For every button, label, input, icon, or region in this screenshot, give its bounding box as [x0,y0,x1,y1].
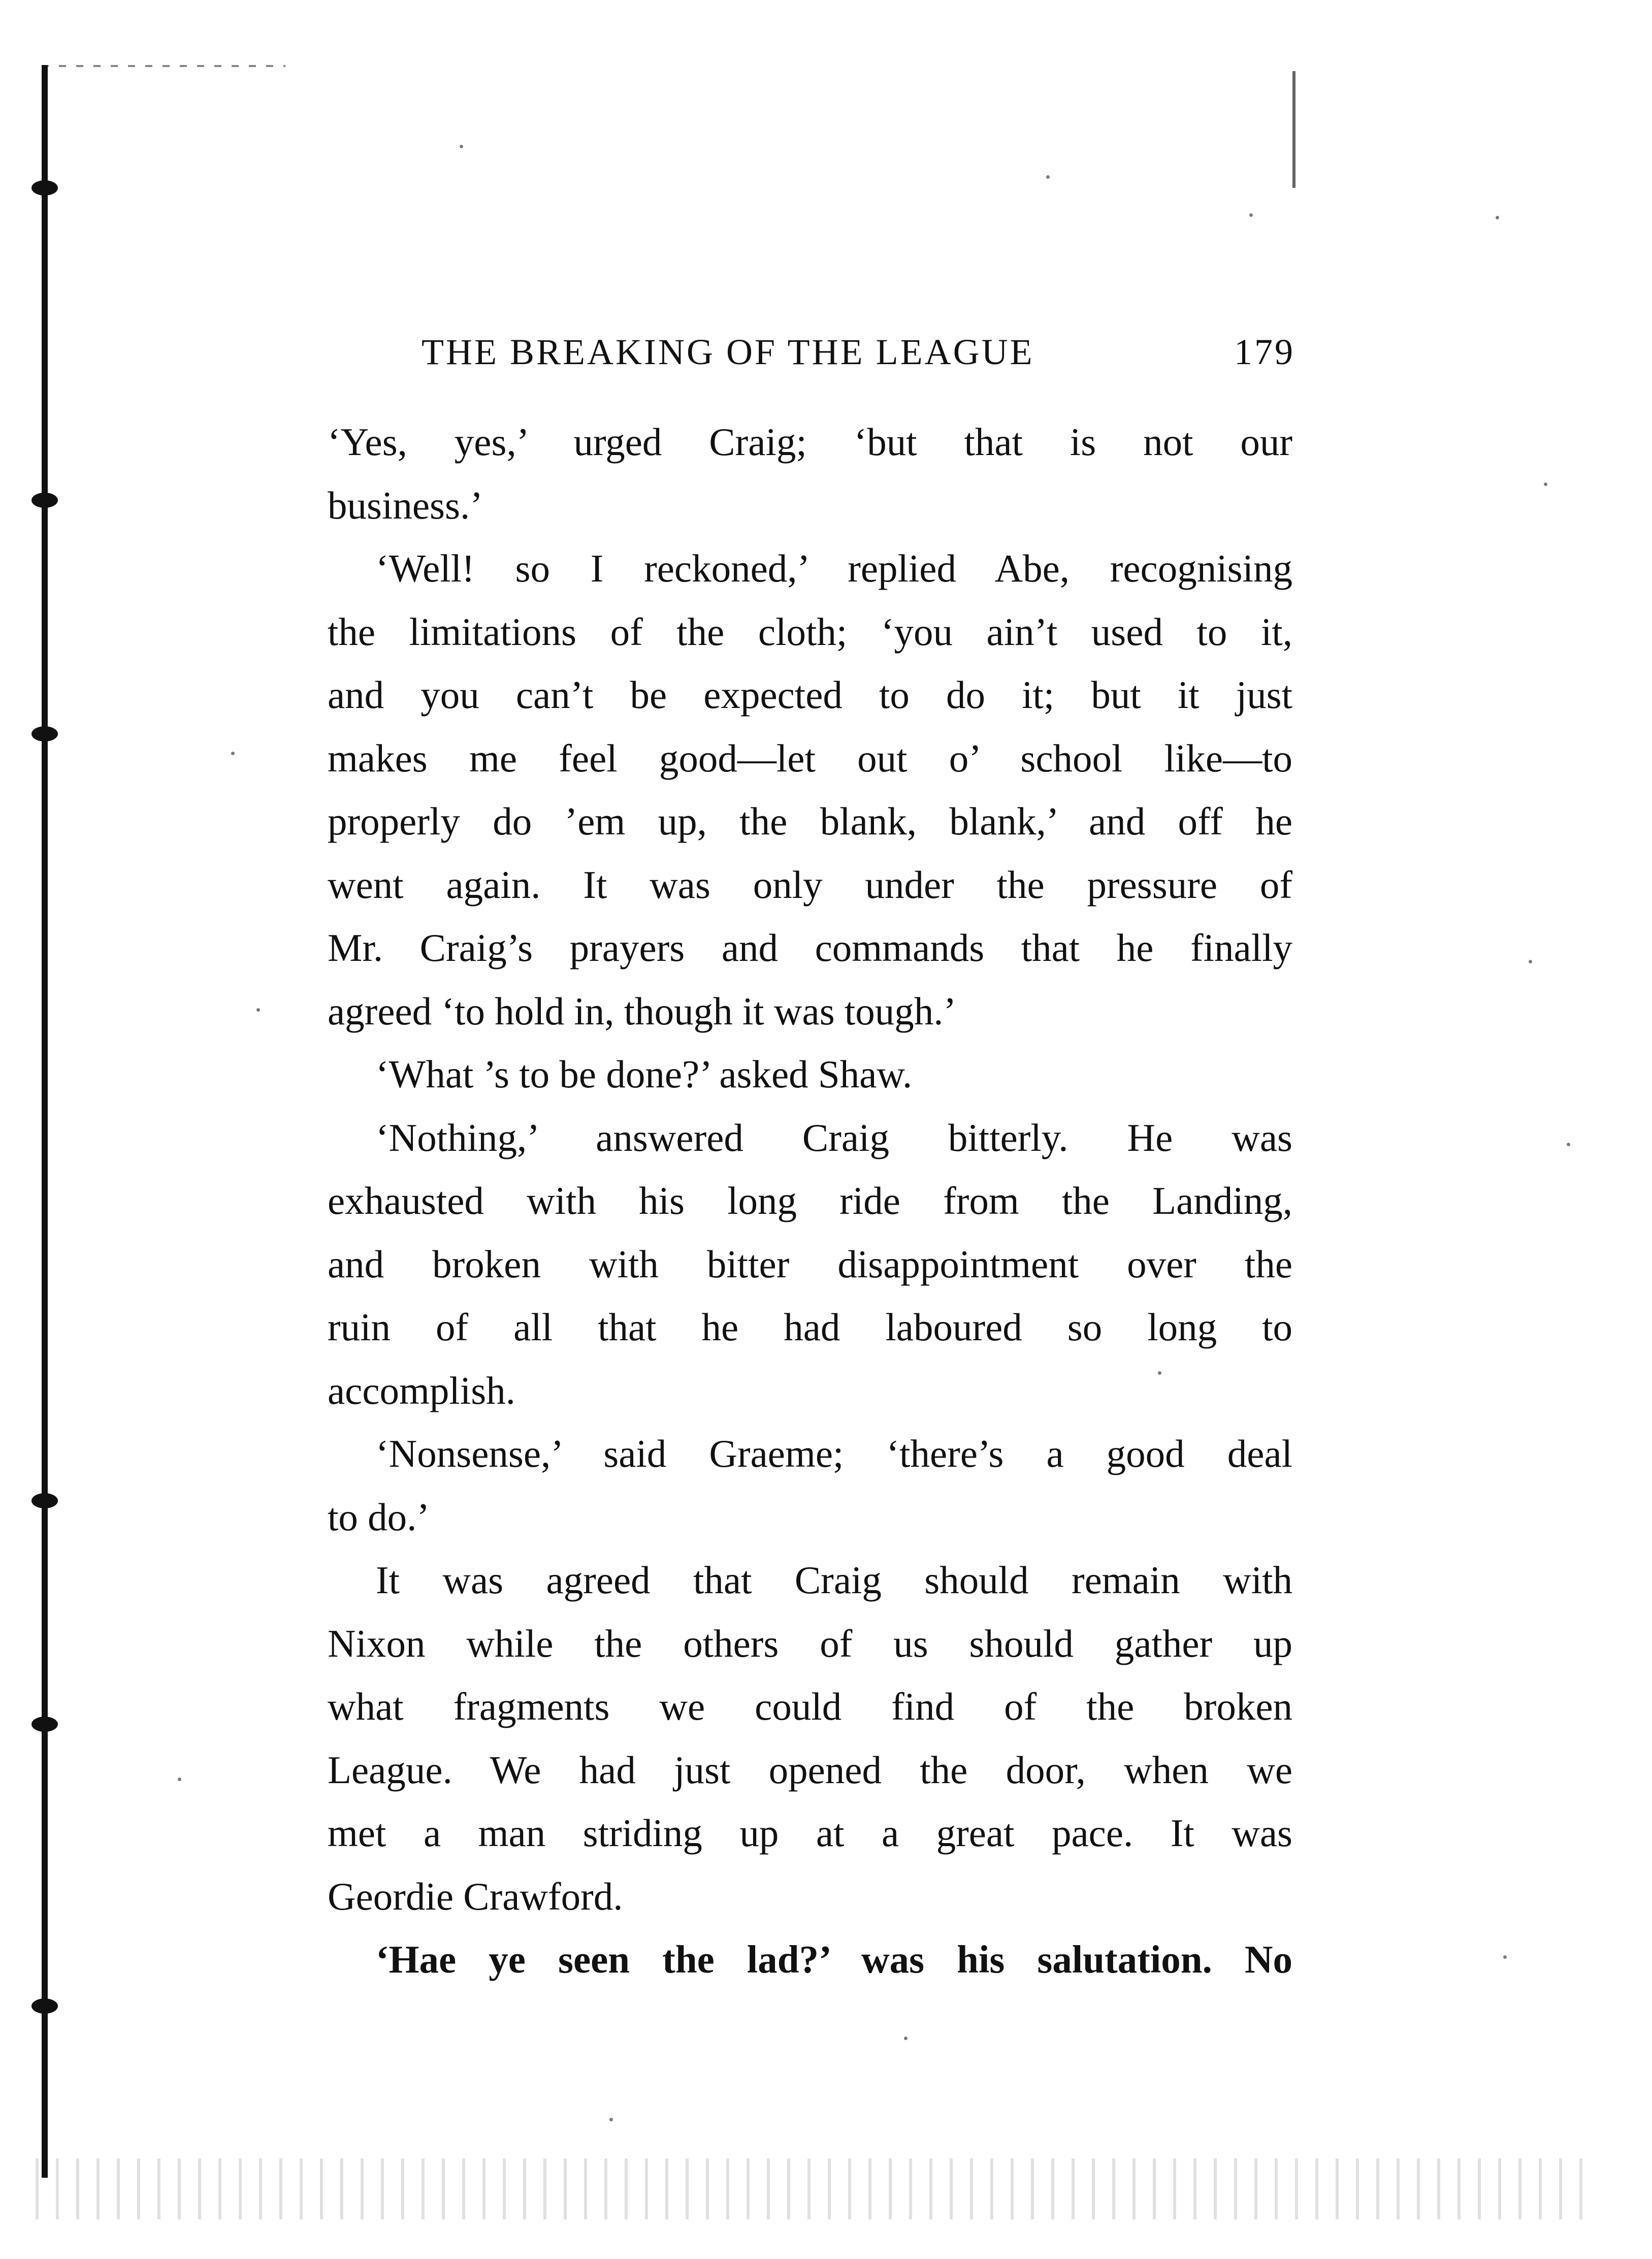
scan-speck [256,1008,260,1012]
text-line: Geordie Crawford. [328,1874,623,1918]
text-line: and you can’t be expected to do it; but it just [328,673,1292,717]
text-line: League. We had just opened the door, when we [328,1748,1292,1792]
text-line: ‘Well! so I reckoned,’ replied Abe, recognising [376,546,1292,590]
page-number: 179 [1234,332,1295,372]
scan-mark [1292,71,1295,188]
text-line: ‘Hae ye seen the lad?’ was his salutation. No [376,1938,1292,1981]
scan-speck [609,2118,613,2121]
text-line: accomplish. [328,1368,515,1412]
scan-edge-top [42,65,285,67]
scan-speck [1046,175,1050,179]
text-line: It was agreed that Craig should remain with [376,1558,1292,1602]
scan-speck [1496,216,1499,219]
scan-speck [1249,213,1253,217]
text-line: met a man striding up at a great pace. It was [328,1811,1292,1855]
binding-spine [42,65,48,2178]
body-text [328,410,1292,1991]
text-line: ‘Yes, yes,’ urged Craig; ‘but that is not our [328,420,1292,464]
text-line: ‘Nonsense,’ said Graeme; ‘there’s a good deal [376,1432,1292,1475]
text-line: makes me feel good—let out o’ school like—to [328,736,1292,780]
scan-speck [904,2037,908,2040]
text-line: exhausted with his long ride from the Landing, [328,1179,1292,1222]
binding-knot [31,493,58,508]
scan-speck [178,1778,181,1781]
text-line: to do.’ [328,1495,430,1539]
scan-speck [1544,482,1547,486]
scan-speck [1529,960,1532,963]
text-line: agreed ‘to hold in, though it was tough.’ [328,989,957,1033]
text-line: ‘What ’s to be done?’ asked Shaw. [376,1052,913,1096]
running-title: THE BREAKING OF THE LEAGUE [422,332,1034,372]
text-line: Mr. Craig’s prayers and commands that he finally [328,926,1292,970]
scan-speck [1567,1143,1570,1146]
text-line: went again. It was only under the pressure of [328,862,1292,907]
binding-knot [31,180,58,196]
scan-edge-bottom [36,2158,1584,2219]
text-line: ruin of all that he had laboured so long to [328,1305,1292,1349]
text-line: ‘Nothing,’ answered Craig bitterly. He was [376,1115,1292,1159]
text-line: Nixon while the others of us should gather up [328,1621,1292,1665]
text-line: business.’ [328,483,483,527]
text-line: the limitations of the cloth; ‘you ain’t used to it, [328,609,1292,654]
binding-knot [31,726,58,741]
scan-speck [231,752,235,755]
binding-knot [31,1717,58,1732]
running-header [422,329,1295,375]
scan-speck [460,145,463,148]
text-line: what fragments we could find of the broken [328,1685,1292,1728]
binding-knot [31,1493,58,1508]
text-line: and broken with bitter disappointment over the [328,1242,1292,1286]
binding-knot [31,1998,58,2014]
text-line: properly do ’em up, the blank, blank,’ and off he [328,799,1292,843]
scan-speck [1503,1955,1507,1959]
